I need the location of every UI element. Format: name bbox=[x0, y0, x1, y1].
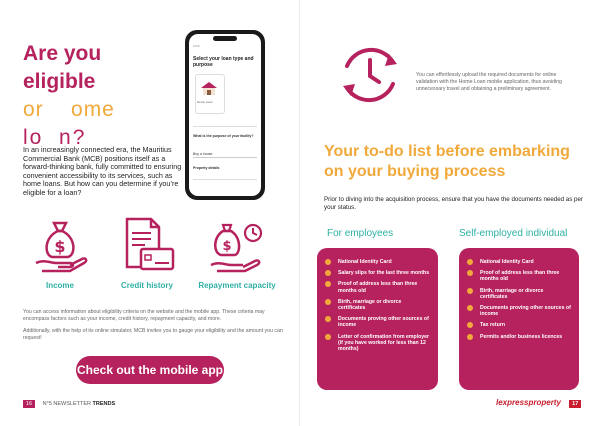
checklist-item bbox=[325, 281, 430, 293]
self-employed-card bbox=[459, 248, 579, 390]
clock-arrows-icon bbox=[335, 40, 405, 110]
purpose-question: What is the purpose of your facility? bbox=[193, 134, 254, 138]
checklist-item-text: Documents proving other sources of income bbox=[480, 305, 571, 318]
brand-logo: lexpressproperty bbox=[496, 398, 561, 407]
checklist-item-text: Birth, marriage or divorce certificates bbox=[480, 287, 544, 300]
checklist-item-text: Birth, marriage or divorce certificates bbox=[338, 298, 402, 312]
checklist-item bbox=[467, 322, 571, 328]
title-line-3: lo n? bbox=[23, 126, 87, 149]
checklist-item-text: National Identity Card bbox=[338, 259, 392, 265]
app-brand: MCB bbox=[193, 44, 200, 48]
checklist-item-text: Permits and/or business licences bbox=[480, 333, 563, 340]
criterion-repayment-capacity bbox=[192, 215, 282, 290]
bullet-icon bbox=[325, 334, 331, 340]
bullet-icon bbox=[467, 259, 473, 265]
money-bags-clock-icon bbox=[207, 215, 267, 275]
todo-subtitle: Prior to diving into the acquisition process, ensure that you have the documents needed as per your status. bbox=[324, 196, 584, 211]
checklist-item-text: Documents proving other sources of income bbox=[338, 316, 429, 329]
loan-card-label: Home Loan bbox=[197, 100, 213, 104]
criterion-income bbox=[15, 215, 105, 290]
title-line-2: or ome bbox=[23, 98, 115, 121]
document-card-icon bbox=[117, 215, 177, 275]
phone-screen bbox=[189, 34, 261, 196]
divider bbox=[193, 179, 257, 180]
checklist-item-text: Proof of address less than three months old bbox=[480, 270, 560, 283]
bullet-icon bbox=[467, 334, 473, 340]
bullet-icon bbox=[325, 270, 331, 276]
app-heading: Select your loan type and purpose bbox=[193, 56, 254, 68]
bullet-icon bbox=[325, 299, 331, 305]
bullet-icon bbox=[467, 270, 473, 276]
icon-label-income: Income bbox=[45, 281, 74, 290]
svg-text:$: $ bbox=[222, 239, 232, 254]
body-paragraph-2: Additionally, with the help of its online simulator, MCB invites you to gauge your eligibility and the amount you can request! bbox=[23, 328, 283, 341]
bullet-icon bbox=[467, 322, 473, 328]
right-intro: You can effortlessly upload the required documents for online validation with the Home Loan mobile application, thus avoiding unnecessary travel and obtaining a preliminary agreement. bbox=[416, 72, 562, 92]
icon-label-repayment-capacity: Repayment capacity bbox=[198, 281, 276, 290]
house-icon bbox=[198, 80, 220, 96]
icon-label-credit-history: Credit history bbox=[120, 281, 173, 290]
property-details-heading: Property details bbox=[193, 166, 220, 170]
todo-title: Your to-do list before embarking on your buying process bbox=[324, 143, 570, 180]
checklist-item-text: Salary slips for the last three months bbox=[338, 270, 430, 277]
bullet-icon bbox=[325, 259, 331, 265]
bullet-icon bbox=[325, 281, 331, 287]
employees-list bbox=[325, 259, 430, 352]
checklist-item bbox=[325, 259, 430, 265]
checklist-item-text: National Identity Card bbox=[480, 259, 534, 265]
checklist-item bbox=[325, 299, 430, 311]
checklist-item bbox=[325, 334, 430, 353]
divider bbox=[193, 126, 257, 127]
page-title bbox=[23, 40, 173, 152]
checklist-item bbox=[467, 270, 571, 282]
money-bag-hand-icon bbox=[30, 215, 90, 275]
bullet-icon bbox=[467, 305, 473, 311]
employees-heading: For employees bbox=[327, 228, 394, 239]
checklist-item bbox=[467, 259, 571, 265]
title-line-1: Are you eligible bbox=[23, 42, 102, 93]
checklist-item bbox=[467, 334, 571, 340]
self-employed-list bbox=[467, 259, 571, 340]
check-out-mobile-app-button[interactable]: Check out the mobile app bbox=[76, 356, 224, 384]
page-number: 16 bbox=[23, 400, 35, 408]
svg-text:$: $ bbox=[54, 237, 66, 256]
footer-publication: N°5 NEWSLETTER bbox=[42, 401, 92, 407]
checklist-item bbox=[467, 288, 571, 300]
footer-left bbox=[23, 400, 115, 408]
bullet-icon bbox=[467, 288, 473, 294]
purpose-select[interactable]: Buy a house bbox=[193, 152, 257, 158]
self-employed-heading: Self-employed individual bbox=[459, 228, 568, 239]
page-number: 17 bbox=[569, 400, 581, 408]
employees-card bbox=[317, 248, 438, 390]
body-paragraph-1: You can access information about eligibility criteria on the website and the mobile app. These criteria may encompass factors such as your income, credit history, repayment capacity, and more. bbox=[23, 309, 265, 322]
checklist-item-text: Tax return bbox=[480, 322, 505, 329]
checklist-item bbox=[325, 316, 430, 328]
checklist-item bbox=[325, 270, 430, 276]
footer-section: TRENDS bbox=[92, 401, 116, 407]
checklist-item-text: Proof of address less than three months old bbox=[338, 281, 418, 294]
footer-right bbox=[496, 398, 581, 408]
checklist-item-text: Letter of confirmation from employer (if you have worked for less than 12 months) bbox=[338, 333, 430, 353]
phone-mockup bbox=[185, 30, 265, 200]
criterion-credit-history bbox=[102, 215, 192, 290]
checklist-item bbox=[467, 305, 571, 317]
intro-paragraph: In an increasingly connected era, the Mauritius Commercial Bank (MCB) positions itself as a forward-thinking bank, fully committed to ensuring convenient accessibility to its services, such as home loans. But how can you determine if you’re eligible for a loan? bbox=[23, 145, 182, 197]
phone-notch bbox=[213, 36, 237, 41]
bullet-icon bbox=[325, 316, 331, 322]
